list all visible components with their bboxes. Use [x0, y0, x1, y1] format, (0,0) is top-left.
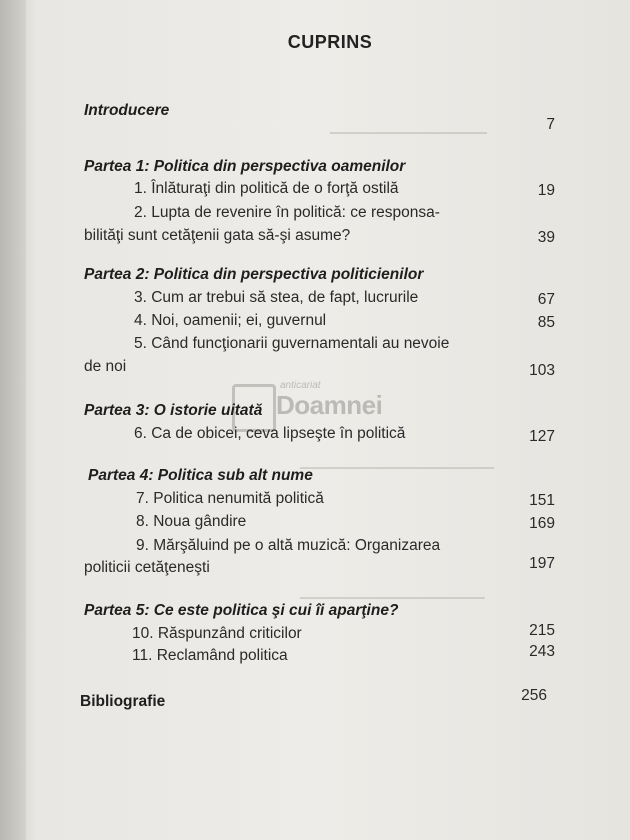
page-title: CUPRINS	[287, 32, 373, 52]
toc-chapter-8: 8. Noua gândire	[136, 513, 247, 530]
toc-chapter-6: 6. Ca de obicei, ceva lipseşte în politică	[134, 425, 406, 442]
toc-bibliography-page: 256	[521, 687, 547, 704]
page-spine-shadow	[0, 0, 26, 840]
toc-chapter-4: 4. Noi, oamenii; ei, guvernul	[134, 312, 327, 329]
toc-chapter-2-page: 39	[537, 229, 555, 246]
watermark-small: anticariat	[280, 380, 321, 391]
toc-chapter-9-cont: politicii cetăţeneşti	[84, 559, 210, 576]
toc-bibliography-label: Bibliografie	[80, 693, 166, 710]
toc-chapter-3: 3. Cum ar trebui să stea, de fapt, lucrurile	[134, 289, 419, 306]
toc-chapter-2-cont: bilităţi sunt cetăţenii gata să-şi asume?	[84, 227, 351, 244]
toc-chapter-2: 2. Lupta de revenire în politică: ce responsa-	[134, 204, 440, 221]
show-through-line: ▁▁▁▁▁▁▁▁▁▁▁▁▁▁▁▁▁	[330, 120, 487, 134]
show-through-line: ▁▁▁▁▁▁▁▁▁▁▁▁▁▁▁▁▁▁▁▁▁	[300, 455, 494, 469]
toc-chapter-5-page: 103	[529, 362, 555, 379]
show-through-line: ▁▁▁▁▁▁▁▁▁▁▁▁▁▁▁▁▁▁▁▁	[300, 585, 485, 599]
toc-chapter-8-page: 169	[529, 515, 555, 532]
toc-chapter-3-page: 67	[537, 291, 555, 308]
toc-chapter-5-cont: de noi	[84, 358, 127, 375]
toc-part-1-label: Partea 1: Politica din perspectiva oamenilor	[84, 158, 406, 175]
toc-introduction-label: Introducere	[84, 102, 170, 119]
toc-chapter-11: 11. Reclamând politica	[132, 647, 288, 664]
toc-chapter-7: 7. Politica nenumită politică	[136, 490, 324, 507]
toc-chapter-5: 5. Când funcţionarii guvernamentali au nevoie	[134, 335, 450, 352]
toc-chapter-1-page: 19	[537, 182, 555, 199]
toc-part-2-label: Partea 2: Politica din perspectiva politicienilor	[84, 266, 424, 283]
toc-chapter-10: 10. Răspunzând criticilor	[132, 625, 302, 642]
toc-chapter-1: 1. Înlăturaţi din politică de o forţă ostilă	[134, 180, 399, 197]
toc-chapter-6-page: 127	[529, 428, 555, 445]
toc-part-5-label: Partea 5: Ce este politica şi cui îi aparţine?	[84, 602, 399, 619]
toc-chapter-10-page: 215	[529, 622, 555, 639]
toc-chapter-7-page: 151	[529, 492, 555, 509]
toc-chapter-9: 9. Mărşăluind pe o altă muzică: Organizarea	[136, 537, 441, 554]
toc-chapter-9-page: 197	[529, 555, 555, 572]
watermark-main: Doamnei	[276, 390, 383, 420]
toc-chapter-4-page: 85	[537, 314, 555, 331]
toc-chapter-11-page: 243	[529, 643, 555, 660]
toc-part-3-label: Partea 3: O istorie uitată	[84, 402, 263, 419]
toc-introduction-page: 7	[546, 116, 555, 133]
toc-part-4-label: Partea 4: Politica sub alt nume	[88, 467, 313, 484]
